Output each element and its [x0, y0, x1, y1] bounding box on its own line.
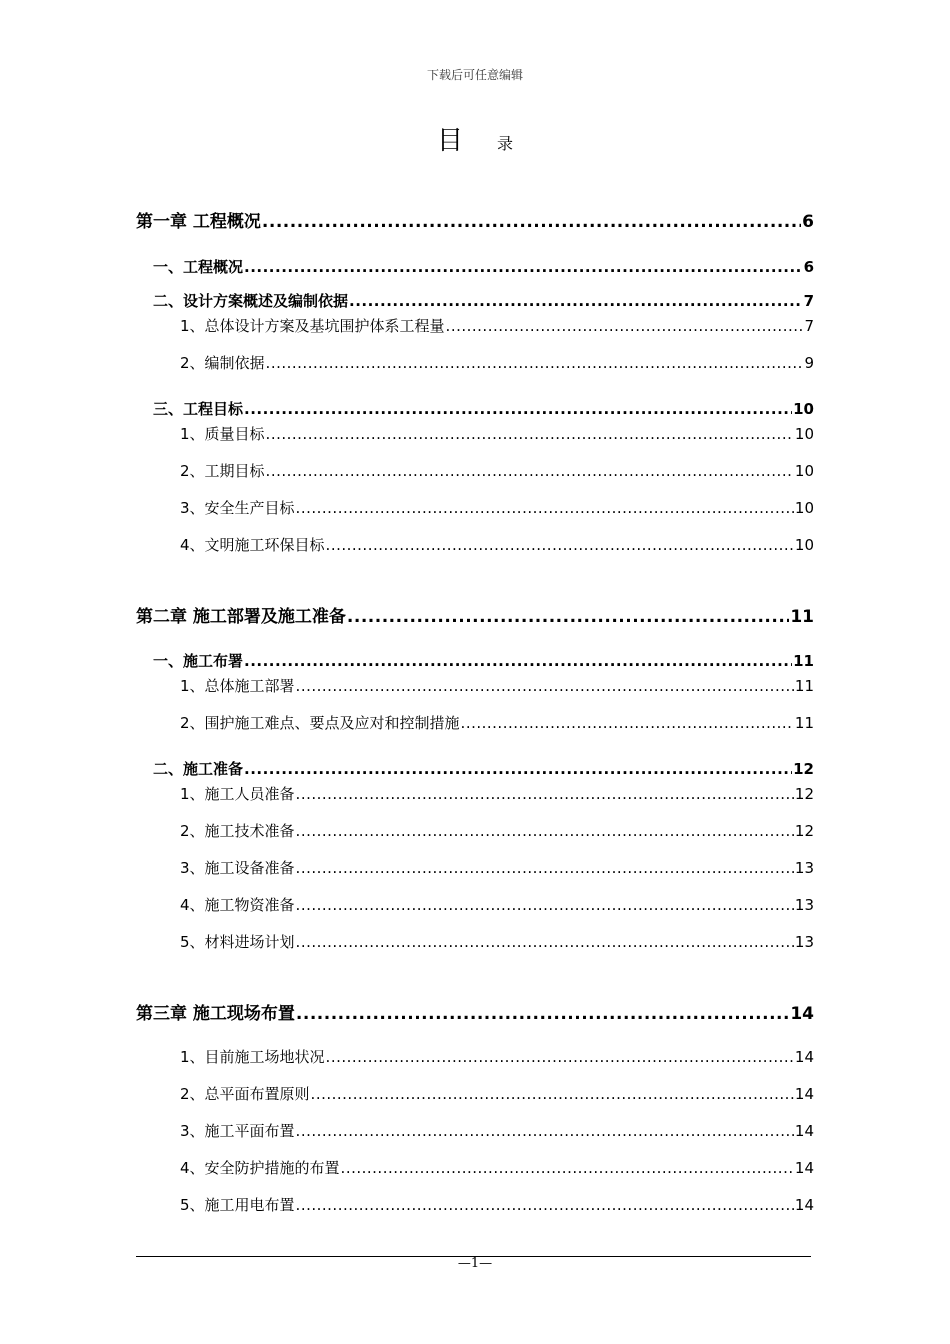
toc-dot-leader	[461, 714, 794, 732]
toc-entry[interactable]	[180, 460, 814, 481]
toc-entry-page: 12	[793, 760, 814, 778]
toc-dot-leader	[326, 536, 794, 554]
toc-title-main: 目	[436, 126, 463, 156]
toc-entry-page: 14	[790, 1004, 814, 1024]
toc-entry-label: 1、总体设计方案及基坑围护体系工程量	[180, 317, 445, 335]
toc-entry[interactable]	[153, 290, 814, 311]
footer-page-number: —1—	[457, 1256, 493, 1271]
toc-entry[interactable]	[136, 999, 814, 1024]
toc-entry-label: 3、安全生产目标	[180, 499, 295, 517]
toc-entry[interactable]	[180, 423, 814, 444]
toc-entry-page: 12	[794, 785, 814, 803]
toc-entry[interactable]	[180, 894, 814, 915]
toc-dot-leader	[262, 212, 801, 232]
toc-entry[interactable]	[180, 675, 814, 696]
toc-entry[interactable]	[180, 1194, 814, 1215]
toc-entry-page: 14	[794, 1196, 814, 1214]
toc-entry-label: 4、安全防护措施的布置	[180, 1159, 340, 1177]
toc-entry-label: 2、围护施工难点、要点及应对和控制措施	[180, 714, 460, 732]
toc-entry-page: 14	[794, 1085, 814, 1103]
toc-dot-leader	[296, 785, 794, 803]
toc-entry-page: 7	[803, 292, 814, 310]
toc-entry-label: 3、施工平面布置	[180, 1122, 295, 1140]
toc-entry[interactable]	[180, 1046, 814, 1067]
toc-entry-page: 6	[803, 258, 814, 276]
toc-entry-label: 第二章 施工部署及施工准备	[136, 607, 346, 627]
toc-entry-label: 2、工期目标	[180, 462, 265, 480]
toc-entry-page: 10	[793, 400, 814, 418]
toc-dot-leader	[244, 400, 792, 418]
toc-entry[interactable]	[180, 712, 814, 733]
toc-dot-leader	[296, 859, 794, 877]
toc-entry-page: 13	[794, 933, 814, 951]
toc-dot-leader	[311, 1085, 794, 1103]
toc-dot-leader	[244, 760, 792, 778]
toc-dot-leader	[266, 425, 794, 443]
toc-dot-leader	[296, 822, 794, 840]
toc-entry-label: 2、总平面布置原则	[180, 1085, 310, 1103]
header-note: 下载后可任意编辑	[426, 68, 523, 82]
toc-entry[interactable]	[180, 783, 814, 804]
toc-entry[interactable]	[180, 931, 814, 952]
toc-dot-leader	[296, 896, 794, 914]
toc-entry-page: 14	[794, 1159, 814, 1177]
toc-dot-leader	[347, 607, 789, 627]
toc-entry-label: 三、工程目标	[153, 400, 244, 418]
toc-entry[interactable]	[180, 497, 814, 518]
toc-entry-page: 14	[794, 1122, 814, 1140]
toc-entry-label: 1、质量目标	[180, 425, 265, 443]
toc-dot-leader	[446, 317, 804, 335]
toc-entry-page: 12	[794, 822, 814, 840]
toc-entry-page: 10	[794, 425, 814, 443]
toc-entry-label: 2、施工技术准备	[180, 822, 295, 840]
toc-entry[interactable]	[153, 758, 814, 779]
toc-entry[interactable]	[180, 857, 814, 878]
toc-entry[interactable]	[136, 207, 814, 232]
toc-entry-label: 第一章 工程概况	[136, 212, 261, 232]
toc-entry-label: 一、施工布署	[153, 652, 244, 670]
toc-entry-page: 13	[794, 859, 814, 877]
toc-dot-leader	[244, 652, 792, 670]
toc-dot-leader	[296, 499, 794, 517]
toc-dot-leader	[349, 292, 803, 310]
toc-entry-label: 第三章 施工现场布置	[136, 1004, 295, 1024]
toc-dot-leader	[296, 1004, 789, 1024]
toc-entry-label: 1、目前施工场地状况	[180, 1048, 325, 1066]
toc-entry-page: 6	[802, 212, 814, 232]
toc-entry-page: 13	[794, 896, 814, 914]
toc-entry[interactable]	[180, 1157, 814, 1178]
toc-entry-page: 14	[794, 1048, 814, 1066]
toc-entry-label: 5、施工用电布置	[180, 1196, 295, 1214]
toc-entry-page: 10	[794, 499, 814, 517]
toc-entry-label: 4、文明施工环保目标	[180, 536, 325, 554]
toc-entry-page: 10	[794, 462, 814, 480]
toc-entry-label: 3、施工设备准备	[180, 859, 295, 877]
toc-entry-page: 11	[790, 607, 814, 627]
toc-entry-label: 二、设计方案概述及编制依据	[153, 292, 349, 310]
toc-entry-label: 2、编制依据	[180, 354, 265, 372]
toc-entry-label: 4、施工物资准备	[180, 896, 295, 914]
toc-title	[0, 120, 950, 157]
toc-entry[interactable]	[180, 534, 814, 555]
toc-entry[interactable]	[153, 398, 814, 419]
toc-entry-page: 11	[793, 652, 814, 670]
toc-dot-leader	[296, 1196, 794, 1214]
toc-title-sub: 录	[497, 134, 514, 153]
toc-dot-leader	[266, 462, 794, 480]
toc-dot-leader	[296, 1122, 794, 1140]
toc-entry-page: 10	[794, 536, 814, 554]
toc-entry[interactable]	[180, 1083, 814, 1104]
toc-entry-label: 一、工程概况	[153, 258, 244, 276]
toc-dot-leader	[244, 258, 803, 276]
toc-entry[interactable]	[153, 256, 814, 277]
toc-entry[interactable]	[180, 352, 814, 373]
toc-entry-label: 1、施工人员准备	[180, 785, 295, 803]
toc-dot-leader	[341, 1159, 794, 1177]
toc-entry-page: 9	[804, 354, 814, 372]
toc-entry-label: 5、材料进场计划	[180, 933, 295, 951]
toc-entry[interactable]	[136, 602, 814, 627]
toc-entry-page: 7	[804, 317, 814, 335]
toc-entry[interactable]	[180, 1120, 814, 1141]
toc-entry[interactable]	[180, 820, 814, 841]
toc-entry-label: 二、施工准备	[153, 760, 244, 778]
toc-dot-leader	[326, 1048, 794, 1066]
toc-dot-leader	[266, 354, 804, 372]
toc-dot-leader	[296, 677, 794, 695]
toc-entry-page: 11	[794, 714, 814, 732]
toc-entry-page: 11	[794, 677, 814, 695]
toc-entry[interactable]	[180, 315, 814, 336]
toc-dot-leader	[296, 933, 794, 951]
toc-entry[interactable]	[153, 650, 814, 671]
toc-entry-label: 1、总体施工部署	[180, 677, 295, 695]
